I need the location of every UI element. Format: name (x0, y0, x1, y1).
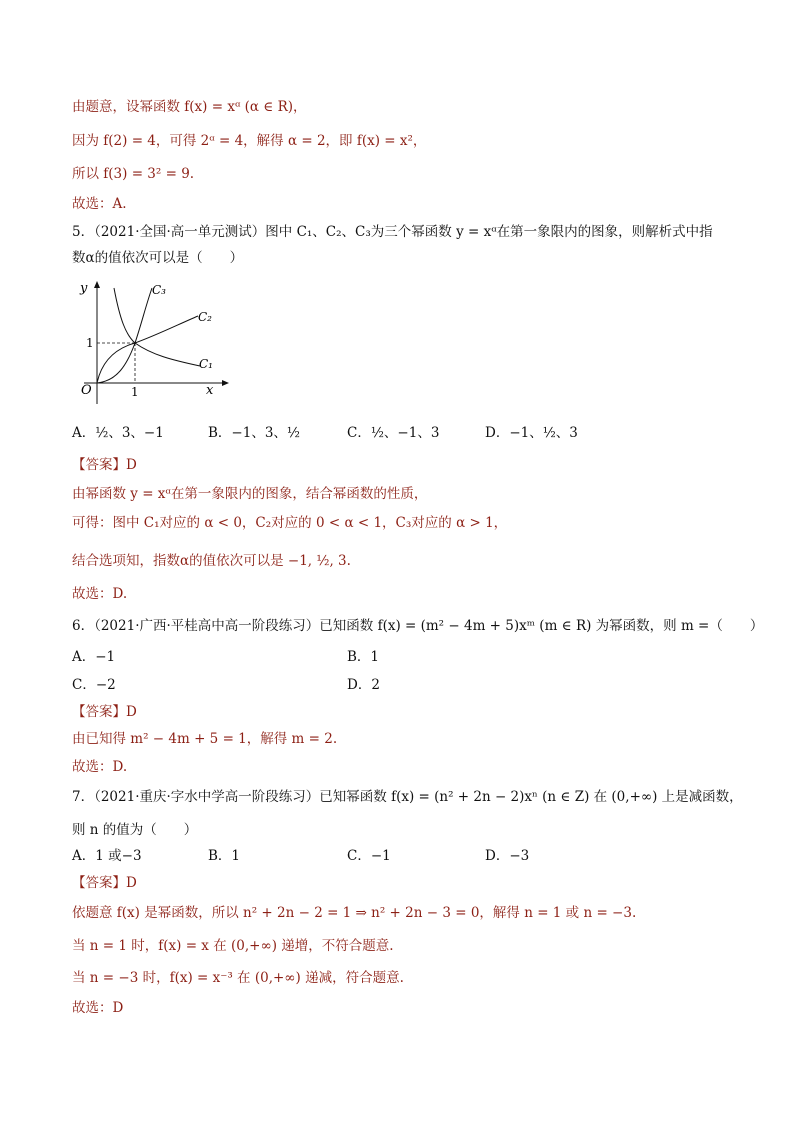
q5-option-d: D．−1、½、3 (485, 425, 578, 441)
q5-solution-line-1: 由幂函数 y = xᵅ在第一象限内的图象，结合幂函数的性质， (72, 486, 428, 502)
q5-solution-line-3: 结合选项知，指数α的值依次可以是 −1, ½, 3. (72, 553, 351, 569)
q5-stem-line-2: 数α的值依次可以是（ ） (72, 250, 244, 266)
y-tick-1: 1 (86, 336, 94, 350)
x-tick-1: 1 (131, 385, 139, 399)
solution4-line-4: 故选：A. (72, 196, 127, 212)
q5-option-a: A．½、3、−1 (72, 425, 164, 441)
q6-solution-line-2: 故选：D. (72, 759, 128, 775)
q7-option-d: D．−3 (485, 848, 530, 864)
q6-option-b: B．1 (347, 649, 380, 665)
curve-c3 (97, 288, 152, 383)
q7-solution-line-1: 依题意 f(x) 是幂函数，所以 n² + 2n − 2 = 1 ⇒ n² + 2n − 3 = 0，解得 n = 1 或 n = −3. (72, 905, 637, 921)
q7-stem-line-1: 7．（2021·重庆·字水中学高一阶段练习）已知幂函数 f(x) = (n² + 2n − 2)xⁿ (n ∈ Z) 在 (0,+∞) 上是减函数， (72, 789, 743, 805)
curve-c2 (97, 316, 198, 383)
solution4-line-2: 因为 f(2) = 4，可得 2ᵅ = 4，解得 α = 2，即 f(x) = x²， (72, 133, 427, 149)
y-axis-arrow (94, 281, 100, 288)
c3-label: C₃ (152, 283, 166, 297)
q7-answer: 【答案】D (72, 875, 137, 891)
q7-solution-line-3: 当 n = −3 时，f(x) = x⁻³ 在 (0,+∞) 递减，符合题意. (72, 970, 404, 986)
q5-stem-line-1: 5．（2021·全国·高一单元测试）图中 C₁、C₂、C₃为三个幂函数 y = xᵅ在第一象限内的图象，则解析式中指 (72, 224, 713, 240)
q7-stem-line-2: 则 n 的值为（ ） (72, 822, 198, 838)
q5-solution-line-4: 故选：D. (72, 586, 128, 602)
q7-solution-line-2: 当 n = 1 时，f(x) = x 在 (0,+∞) 递增，不符合题意. (72, 938, 394, 954)
q5-option-b: B．−1、3、½ (208, 425, 300, 441)
q6-answer: 【答案】D (72, 704, 137, 720)
q5-solution-line-2: 可得：图中 C₁对应的 α < 0，C₂对应的 0 < α < 1，C₃对应的 α > 1， (72, 515, 508, 531)
q7-option-b: B．1 (208, 848, 241, 864)
q5-option-c: C．½、−1、3 (347, 425, 440, 441)
q6-solution-line-1: 由已知得 m² − 4m + 5 = 1，解得 m = 2. (72, 731, 338, 747)
q6-option-a: A．−1 (72, 649, 116, 665)
curve-c1 (114, 288, 200, 366)
c2-label: C₂ (198, 310, 212, 324)
q6-option-c: C．−2 (72, 677, 116, 693)
q7-option-c: C．−1 (347, 848, 391, 864)
q7-option-a: A．1 或−3 (72, 848, 142, 864)
q5-power-function-graph (72, 280, 232, 408)
q6-stem-line-1: 6．（2021·广西·平桂高中高一阶段练习）已知函数 f(x) = (m² − 4m + 5)xᵐ (m ∈ R) 为幂函数，则 m =（ ） (72, 618, 764, 634)
x-axis-label: x (206, 383, 214, 398)
solution4-line-1: 由题意，设幂函数 f(x) = xᵅ (α ∈ R)， (72, 99, 307, 115)
x-axis-arrow (222, 380, 229, 386)
q7-solution-line-4: 故选：D (72, 1000, 124, 1016)
c1-label: C₁ (199, 357, 213, 371)
q5-answer: 【答案】D (72, 457, 137, 473)
solution4-line-3: 所以 f(3) = 3² = 9. (72, 166, 195, 182)
y-axis-label: y (80, 281, 88, 296)
q6-option-d: D．2 (347, 677, 380, 693)
origin-label: O (81, 383, 92, 398)
